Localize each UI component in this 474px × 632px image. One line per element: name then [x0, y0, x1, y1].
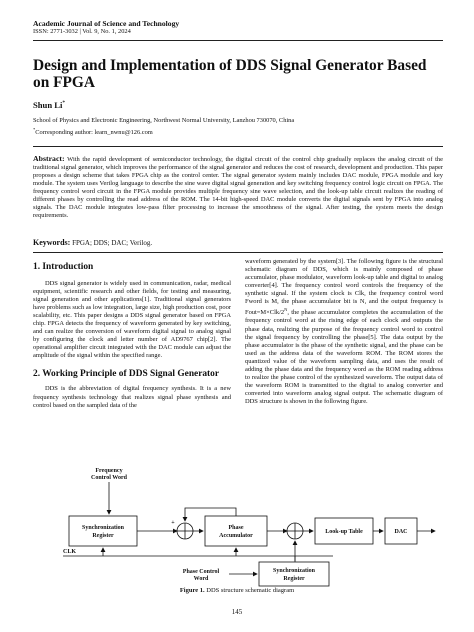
- sync-register-2-label-2: Register: [283, 576, 305, 582]
- phase-word-label-2: Word: [193, 576, 209, 582]
- section-2-text: DDS is the abbreviation of digital frequency synthesis. It is a new frequency synthesis technology that realizes signal phase synthesis and control based on the sampled data of the: [33, 385, 231, 409]
- corresponding-mark: *: [33, 127, 36, 132]
- abstract-text: With the rapid development of semiconductor technology, the digital circuit of the control chip gradually replaces the analog circuit of the traditional signal generator, which improves the performance of the signal generator and reduces the cost of research, development and production. This paper proposes a design scheme that takes FPGA chip as the control center. The signal generator system mainly includes DAC module, FPGA module and key module. The system uses Verilog language to describe the sine wave digital signal generation and key switching frequency control logic circuit on FPGA. The frequency control word circuit in the FPGA module provides multiple frequency sine wave selection, and the look-up table circuit realizes the reading of different phases by controlling the read address of the ROM. The 14-bit high-speed DAC module converts the digital signals sent by FPGA into analog signals. The DAC module integrates low-pass filter processing to increase the smoothness of the signal. After testing, the system meets the design requirements.: [33, 156, 443, 220]
- author-mark: *: [62, 100, 66, 107]
- phase-acc-label-2: Accumulator: [219, 533, 253, 539]
- freq-word-label-1: Frequency: [95, 468, 123, 474]
- freq-word-label-2: Control Word: [91, 475, 127, 481]
- phase-word-label-1: Phase Control: [182, 569, 220, 575]
- keywords-label: Keywords:: [33, 238, 71, 247]
- sync-register-2-label-1: Synchronization: [273, 568, 315, 574]
- keywords-rule: [33, 252, 443, 253]
- abstract-rule-top: [33, 146, 443, 147]
- corresponding-author: [33, 126, 153, 137]
- diagram-svg: [33, 444, 443, 594]
- feedback-loop: [185, 508, 236, 521]
- page-number: 145: [231, 608, 243, 616]
- abstract-label: Abstract:: [33, 154, 65, 163]
- affiliation: School of Physics and Electronic Engineering, Northwest Normal University, Lanzhou 730070, China: [33, 117, 295, 124]
- figure-caption: [0, 587, 474, 594]
- right-text-part-2: , the phase accumulator completes the accumulation of the frequency control word at the rising edge of each clock and outputs the phase data, realizing the purpose of the frequency control word to control the signal frequency by controlling the phase[5]. The data output by the phase accumulator is the phase of the synthetic signal, and the phase can be used as the address data of the waveform ROM. The ROM stores the quantized value of the waveform sampling data, and uses the result of adding the phase data and the frequency word as the ROM reading address to realize the phase control of the synthesized waveform. The output data of the waveform ROM is transmitted to the digital to analog converter and converted into waveform analog signal output. The schematic diagram of DDS structure is shown in the following figure.: [245, 309, 443, 405]
- journal-name: Academic Journal of Science and Technology: [33, 19, 180, 28]
- right-text-part-1: waveform generated by the system[3]. The following figure is the structural schematic diagram of DDS, which is mainly composed of phase accumulator, phase modulator, waveform look-up table and digital to analog converter[4]. The frequency control word controls the frequency of the synthetic signal. If the system clock is Clk, the frequency control word Fword is M, the phase accumulator bit is N, and the output frequency is Fout=M×Clk/2: [245, 258, 443, 317]
- right-column: [245, 258, 443, 406]
- sync-register-2-box: [259, 562, 329, 586]
- section-1-heading: 1. Introduction: [33, 262, 94, 272]
- issn-line: ISSN: 2771-3032 | Vol. 9, No. 1, 2024: [33, 28, 131, 35]
- paper-title: Design and Implementation of DDS Signal Generator Based on FPGA: [33, 57, 427, 91]
- section-2-heading: 2. Working Principle of DDS Signal Generator: [33, 368, 220, 379]
- keywords-text: FPGA; DDS; DAC; Verilog.: [72, 239, 153, 247]
- section-2-continued: [245, 258, 443, 406]
- clk-label: CLK: [63, 549, 77, 555]
- phase-acc-label-1: Phase: [228, 525, 244, 531]
- dac-label: DAC: [394, 529, 408, 535]
- phase-accumulator-box: [205, 516, 267, 546]
- author: [33, 100, 65, 110]
- corresponding-text: Corresponding author: learn_nwnu@126.com: [35, 129, 153, 137]
- section-1-text: DDS signal generator is widely used in communication, radar, medical equipment, scientific research and other fields, for testing and measuring, signal generation and other applications[1]. Traditional signal generators have problems such as low integration, large size, high production cost, poor scalability, etc. This paper designs a DDS signal generator based on FPGA chip. FPGA detects the frequency of waveform generated by key switching, and can realize the conversion of waveform digital signal to analog signal by configuring the clock and letter number of AD9767 chip[2]. The operational amplifier circuit integrated with the DAC module can adjust the amplitude of the signal within the specified range.: [33, 279, 231, 359]
- author-name: Shun Li: [33, 100, 63, 110]
- abstract: [33, 155, 443, 220]
- header-rule: [33, 40, 443, 41]
- adder-plus-sign: +: [171, 520, 175, 526]
- sync-register-label-1: Synchronization: [82, 525, 124, 531]
- figure-label: Figure 1.: [179, 587, 205, 594]
- sync-register-label-2: Register: [92, 533, 114, 539]
- dds-structure-diagram: [33, 444, 443, 594]
- lut-label: Look-up Table: [325, 529, 363, 535]
- right-text-superscript: N: [284, 307, 288, 313]
- left-column: [33, 262, 231, 410]
- sync-register-box: [69, 516, 137, 546]
- keywords: [33, 238, 152, 248]
- figure-caption-text: DDS structure schematic diagram: [206, 587, 295, 594]
